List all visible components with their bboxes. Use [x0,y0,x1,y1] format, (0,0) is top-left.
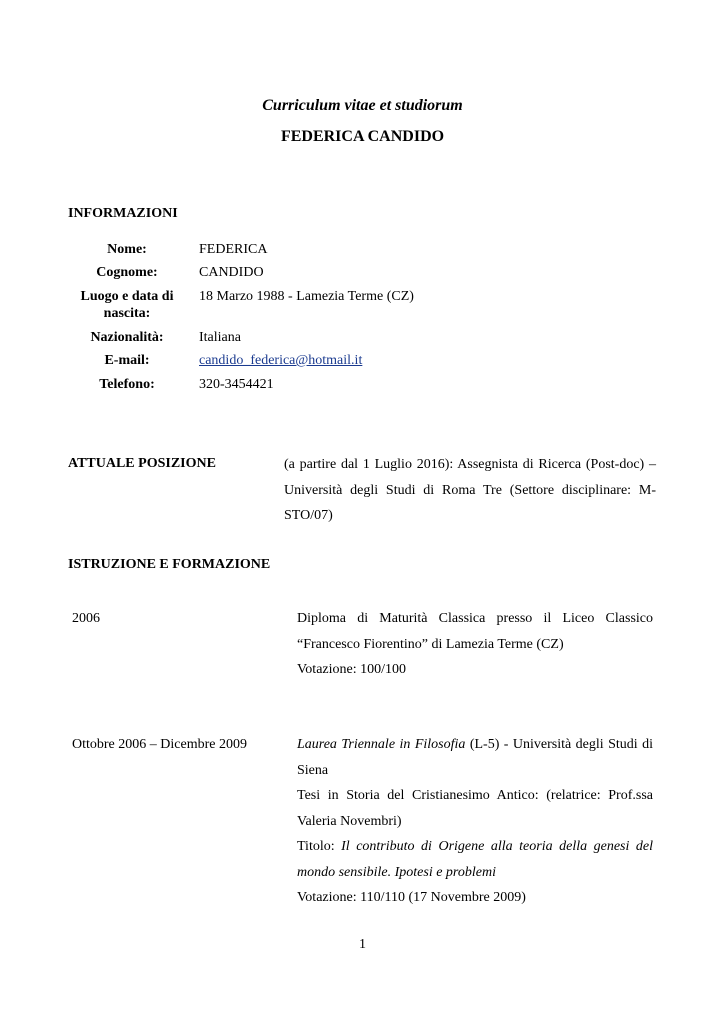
titolo-label: Titolo: [297,839,342,854]
education-entry-2 [297,732,653,911]
personal-info-table [68,241,668,400]
education-entry-2-tesi: Tesi in Storia del Cristianesimo Antico: (relatrice: Prof.ssa Valeria Novembri) [297,788,653,829]
info-row-nascita [68,288,668,329]
info-label: Nazionalità: [90,330,164,345]
document-subtitle: Curriculum vitae et studiorum [262,97,463,114]
info-value: 18 Marzo 1988 - Lamezia Terme (CZ) [199,289,414,304]
document-title-name: FEDERICA CANDIDO [280,128,445,145]
info-value: Italiana [199,330,241,345]
degree-details: (L-5) - Università degli Studi di Siena [297,737,653,778]
education-entry-2-titolo [297,834,653,885]
info-row-cognome [68,264,668,288]
section-heading-istruzione: ISTRUZIONE E FORMAZIONE [68,557,271,572]
titolo-text: Il contributo di Origene alla teoria della genesi del mondo sensibile. Ipotesi e problemi [297,839,653,880]
education-date-1: 2006 [72,611,100,626]
education-entry-1 [297,606,653,683]
education-entry-1-line: Diploma di Maturità Classica presso il Liceo Classico [297,611,653,626]
info-row-nome [68,241,668,264]
section-heading-informazioni: INFORMAZIONI [68,206,178,221]
education-date-2: Ottobre 2006 – Dicembre 2009 [72,737,247,752]
info-row-nazionalita [68,329,668,352]
education-entry-2-grade: Votazione: 110/110 (17 Novembre 2009) [297,890,526,905]
education-entry-1-grade: Votazione: 100/100 [297,662,407,677]
info-row-telefono [68,376,668,400]
current-position-text: (a partire dal 1 Luglio 2016): Assegnista di Ricerca (Post-doc) – Università degli Studi di Roma Tre (Settore disciplinare: M-STO/07) [284,457,656,523]
info-value [199,352,362,369]
info-label: Cognome: [96,265,158,280]
page-number: 1 [359,937,366,952]
info-label: Telefono: [99,377,155,392]
info-label: Nome: [107,242,147,257]
education-entry-1-line: “Francesco Fiorentino” di Lamezia Terme (CZ) [297,636,564,652]
info-label: Luogo e data di nascita: [80,289,174,321]
info-value: FEDERICA [199,242,268,257]
info-value: 320-3454421 [199,377,274,392]
info-label: E-mail: [104,353,150,368]
email-link[interactable]: candido_federica@hotmail.it [199,353,363,368]
section-heading-posizione: ATTUALE POSIZIONE [68,456,216,471]
info-row-email [68,352,668,376]
info-value: CANDIDO [199,265,264,280]
education-entry-2-degree [297,732,653,783]
degree-name: Laurea Triennale in Filosofia [297,737,466,752]
